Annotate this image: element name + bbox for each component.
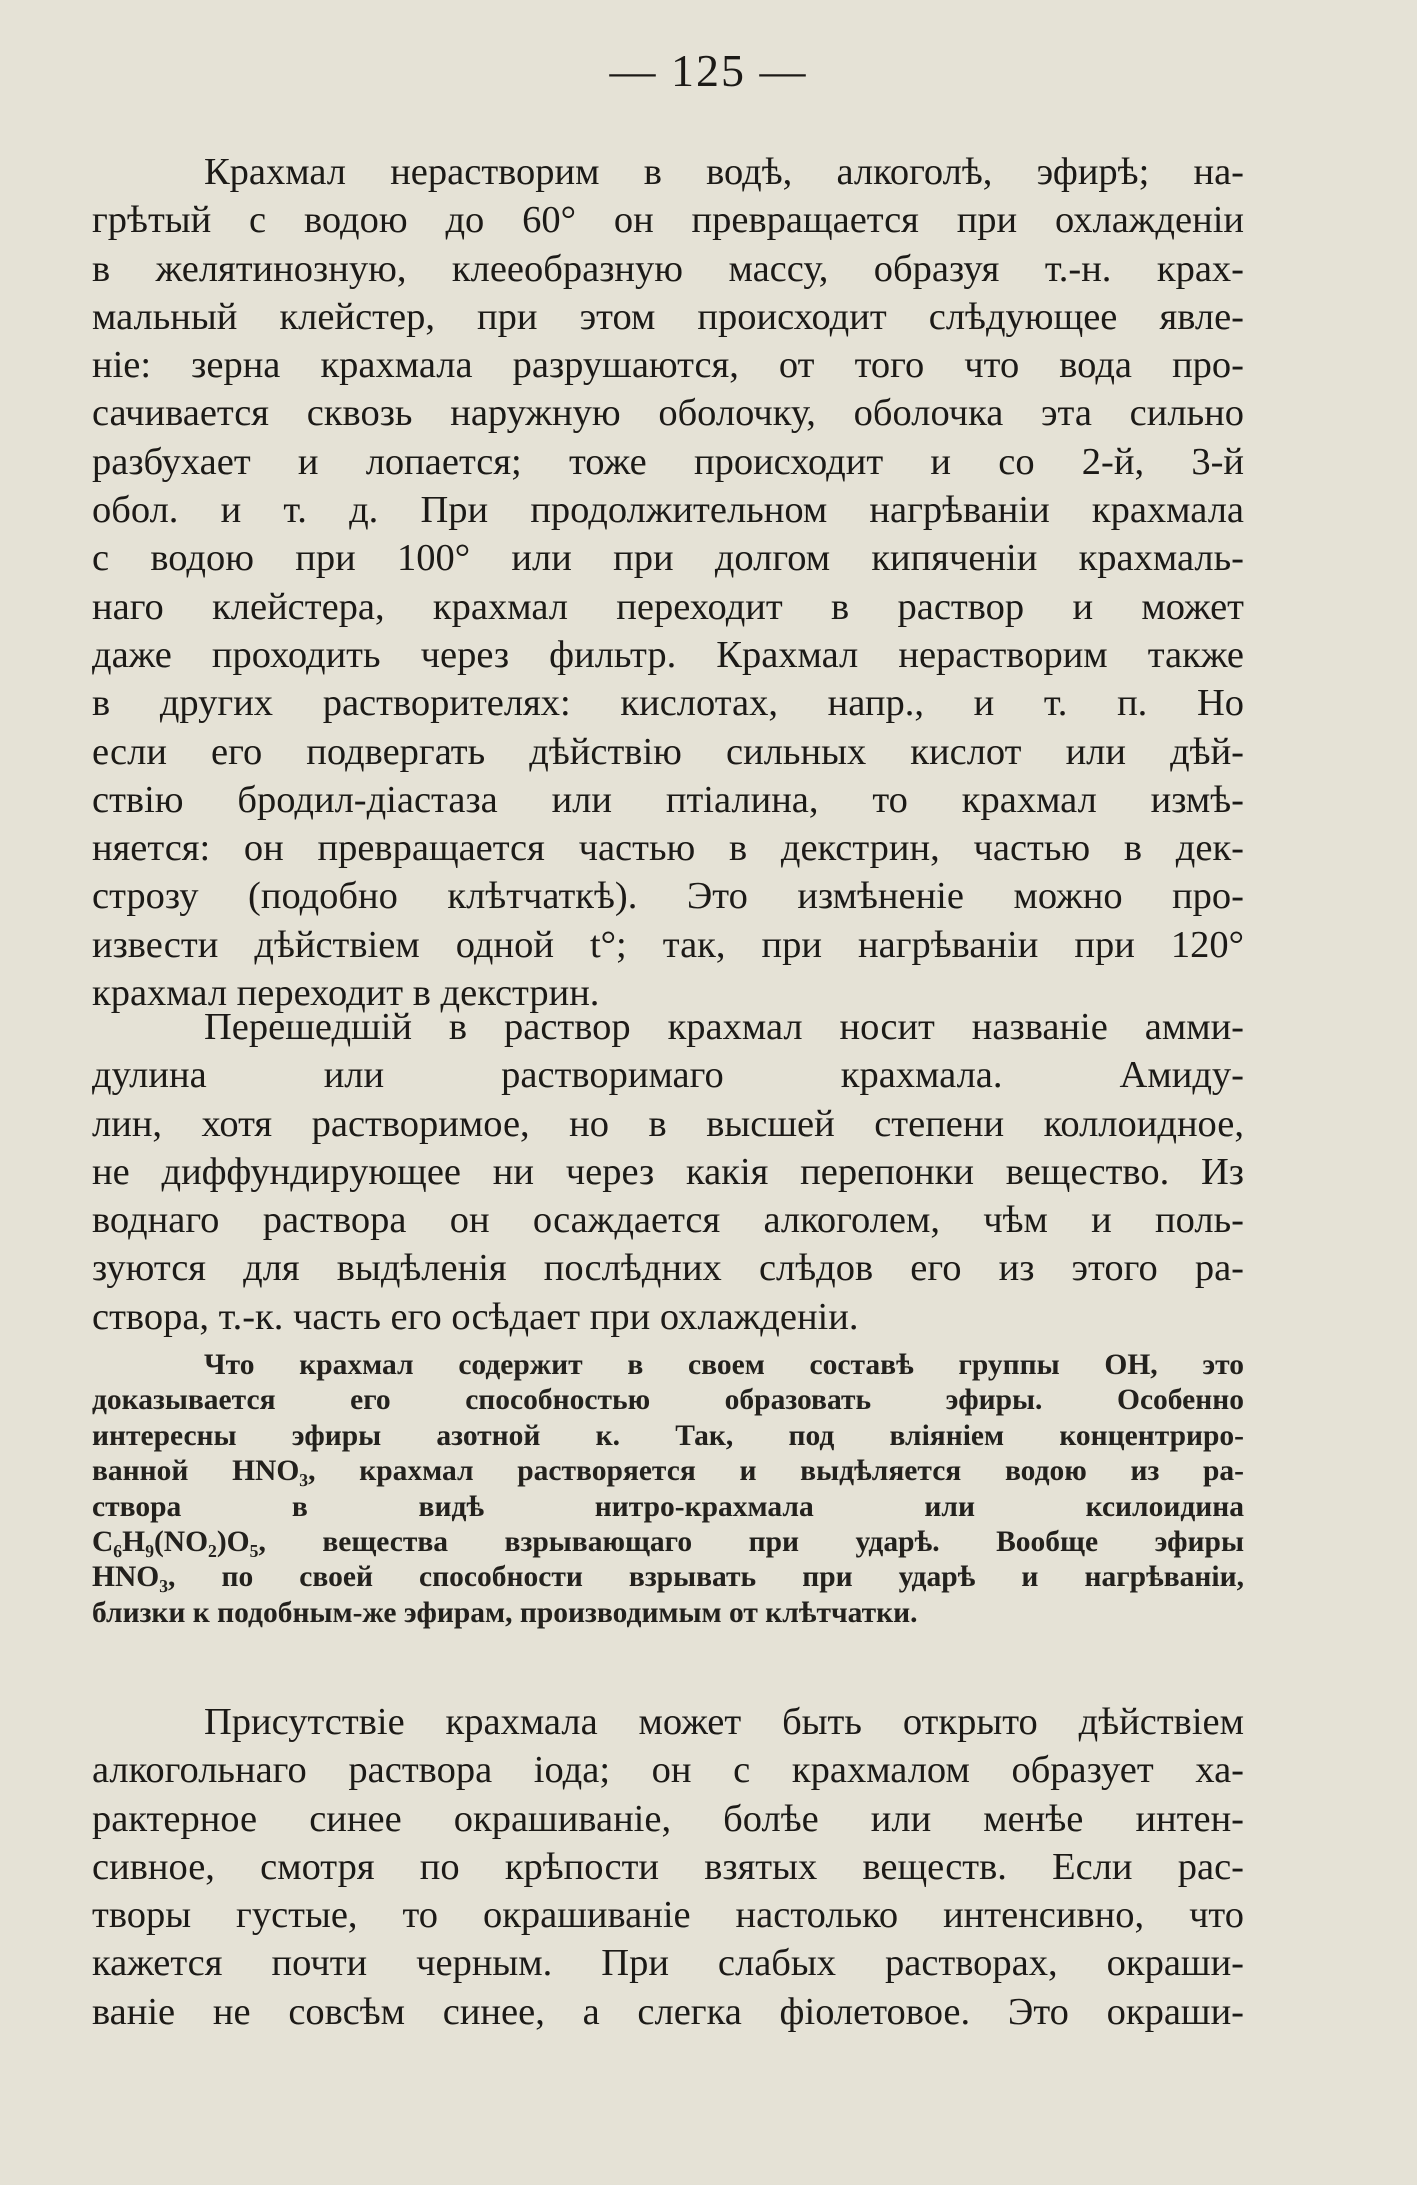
text-line: воднаго раствора он осаждается алкоголем, чѣм и поль- <box>92 1199 1244 1242</box>
text-line: разбухает и лопается; тоже происходит и со 2-й, 3-й <box>92 440 1244 483</box>
text-line: если его подвергать дѣйствiю сильных кислот или дѣй- <box>92 730 1244 773</box>
text-line: творы густые, то окрашиванiе настолько интенсивно, что <box>92 1894 1244 1937</box>
page-number: — 125 — <box>609 45 808 96</box>
text-line: сачивается сквозь наружную оболочку, оболочка эта сильно <box>92 392 1244 435</box>
text-line: в других растворителях: кислотах, напр., и т. п. Но <box>92 682 1244 725</box>
text-line: створа в видѣ нитро-крахмала или ксилоидина <box>92 1490 1244 1523</box>
text-line: в желятинозную, клееобразную массу, образуя т.-н. крах- <box>92 247 1244 290</box>
text-line: не диффундирующее ни через какiя перепонки вещество. Из <box>92 1150 1244 1193</box>
text-line: с водою при 100° или при долгом кипяченiи крахмаль- <box>92 537 1244 580</box>
text-line: рактерное синее окрашиванiе, болѣе или менѣе интен- <box>92 1797 1244 1840</box>
text-line: близки к подобным-же эфирам, производимым от клѣтчатки. <box>92 1596 918 1629</box>
text-line: интересны эфиры азотной к. Так, под влiянiем концентриро- <box>92 1419 1244 1452</box>
text-line: Крахмал нерастворим в водѣ, алкоголѣ, эфирѣ; на- <box>204 151 1244 193</box>
text-line: Присутствiе крахмала может быть открыто дѣйствiем <box>204 1701 1244 1743</box>
text-line: дулина или растворимаго крахмала. Амиду- <box>92 1054 1244 1097</box>
text-line: нiе: зерна крахмала разрушаются, от того что вода про- <box>92 344 1244 387</box>
text-line: мальный клейстер, при этом происходит слѣдующее явле- <box>92 295 1244 338</box>
text-line: лин, хотя растворимое, но в высшей степени коллоидное, <box>92 1102 1244 1145</box>
paragraph-starch-solubility <box>92 148 1244 1017</box>
paragraph-iodine-test <box>92 1698 1244 2036</box>
text-line: зуются для выдѣленiя послѣдних слѣдов его из этого ра- <box>92 1247 1244 1290</box>
text-line: ванiе не совсѣм синее, а слегка фiолетовое. Это окраши- <box>92 1990 1244 2033</box>
text-line: сивное, смотря по крѣпости взятых веществ. Если рас- <box>92 1845 1244 1888</box>
text-line: Перешедшiй в раствор крахмал носит названiе амми- <box>204 1006 1244 1048</box>
text-line: наго клейстера, крахмал переходит в раствор и может <box>92 585 1244 628</box>
text-line: C₆H₉(NO₂)O₅, вещества взрывающаго при ударѣ. Вообще эфиры <box>92 1526 1244 1559</box>
text-line: извести дѣйствiем одной t°; так, при нагрѣванiи при 120° <box>92 923 1244 966</box>
text-line: кажется почти черным. При слабых растворах, окраши- <box>92 1942 1244 1985</box>
text-line: створа, т.-к. часть его осѣдает при охлажденiи. <box>92 1295 859 1338</box>
text-line: ствiю бродил-дiастаза или птiалина, то крахмал измѣ- <box>92 778 1244 821</box>
text-line: обол. и т. д. При продолжительном нагрѣванiи крахмала <box>92 489 1244 532</box>
text-line: доказывается его способностью образовать эфиры. Особенно <box>92 1384 1244 1417</box>
text-line: даже проходить через фильтр. Крахмал нерастворим также <box>92 633 1244 676</box>
text-line: HNO₃, по своей способности взрывать при ударѣ и нагрѣванiи, <box>92 1561 1244 1594</box>
text-line: крахмал переходит в декстрин. <box>92 972 600 1015</box>
text-line: няется: он превращается частью в декстрин, частью в дек- <box>92 827 1244 870</box>
text-line: алкогольнаго раствора iода; он с крахмалом образует ха- <box>92 1749 1244 1792</box>
text-line: Что крахмал содержит в своем составѣ группы ОН, это <box>204 1349 1244 1381</box>
paragraph-amidulin <box>92 1003 1244 1341</box>
text-line: грѣтый с водою до 60° он превращается при охлажденiи <box>92 199 1244 242</box>
text-line: строзу (подобно клѣтчаткѣ). Это измѣненiе можно про- <box>92 875 1244 918</box>
note-starch-esters <box>92 1348 1244 1631</box>
text-line: ванной HNO₃, крахмал растворяется и выдѣляется водою из ра- <box>92 1455 1244 1488</box>
